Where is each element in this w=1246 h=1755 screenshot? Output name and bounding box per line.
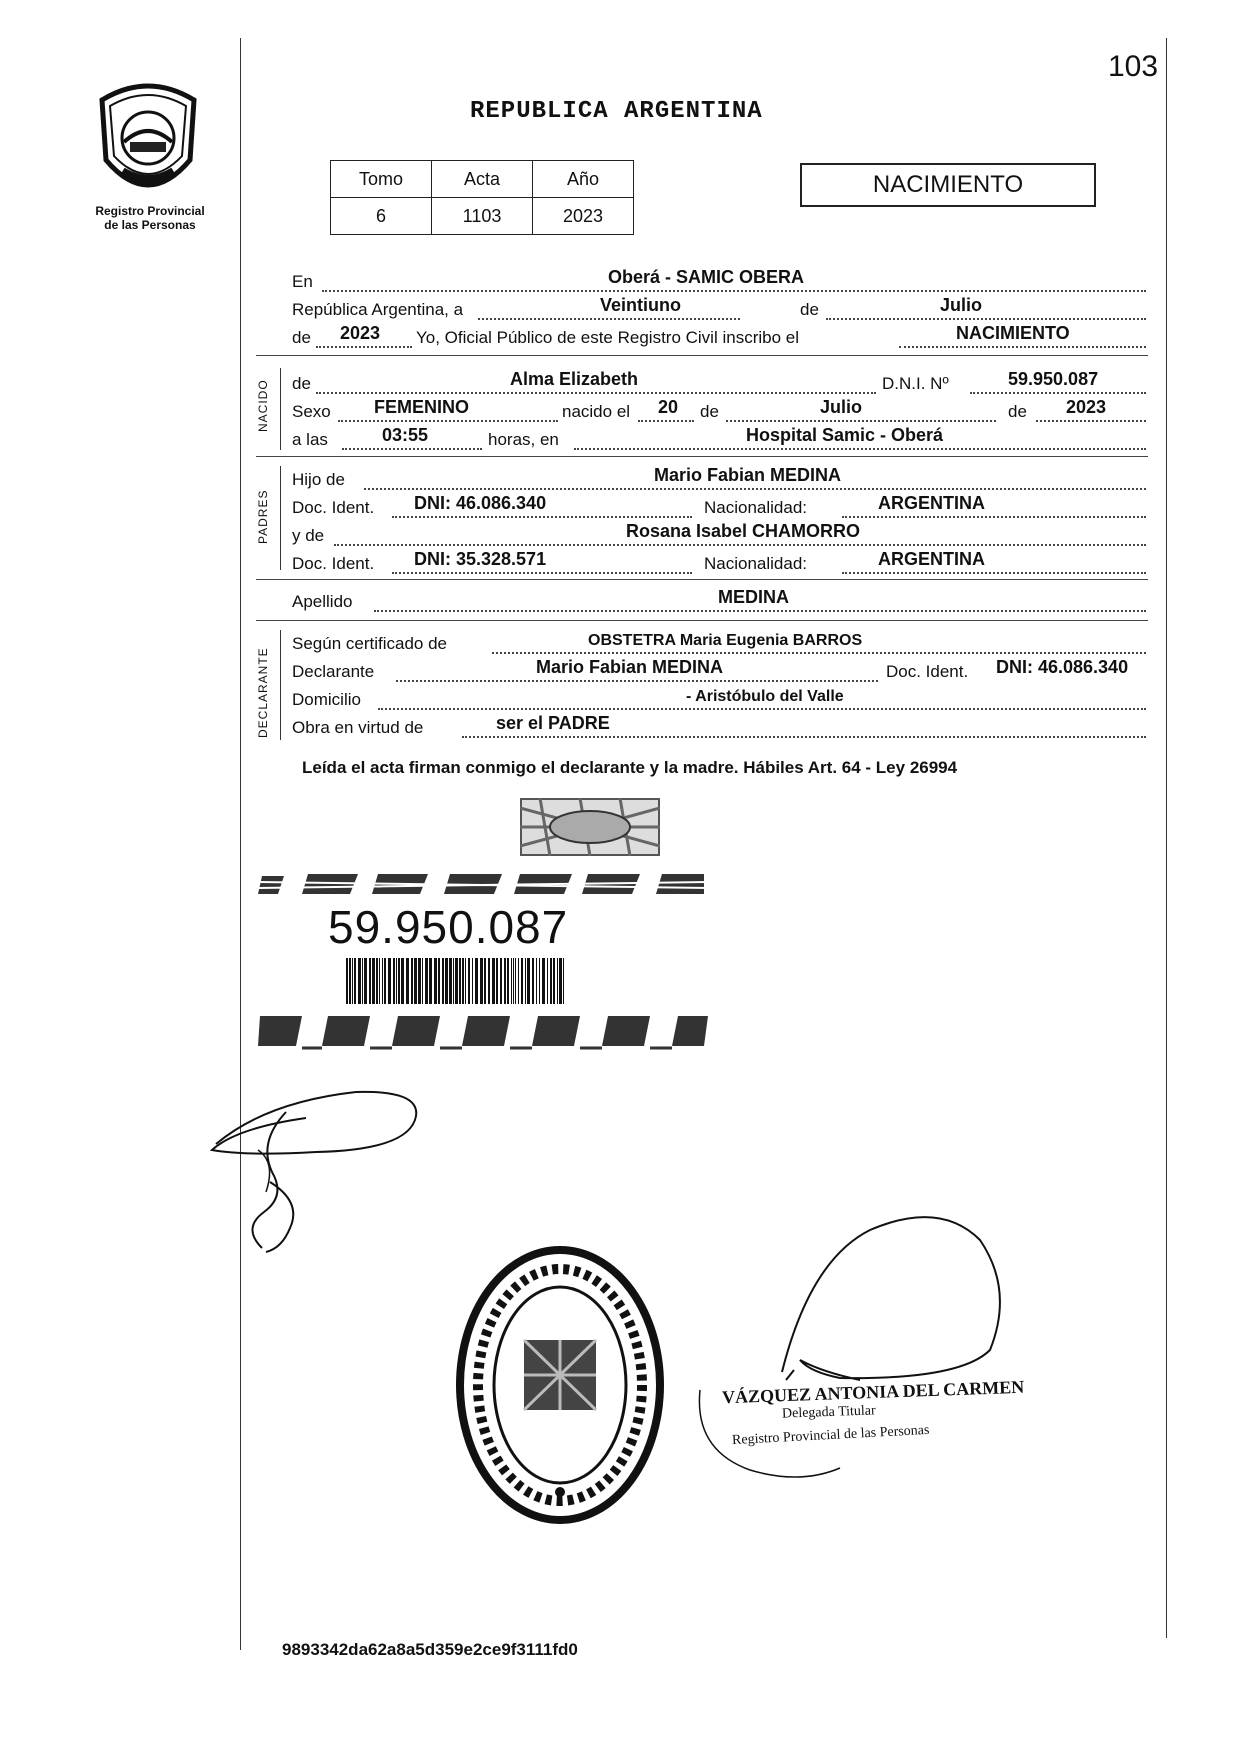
dotted-line [826, 318, 1146, 320]
dotted-line [316, 392, 876, 394]
barcode-bar [425, 958, 428, 1004]
a-las-label: a las [292, 430, 328, 449]
dotted-line [322, 290, 1146, 292]
barcode-bar [369, 958, 371, 1004]
barcode-bar [563, 958, 564, 1004]
dotted-line [842, 572, 1146, 574]
record-type-box: NACIMIENTO [800, 163, 1096, 207]
barcode-bar [414, 958, 417, 1004]
page-number: 103 [1108, 50, 1159, 83]
padres-side-label: PADRES [256, 489, 270, 544]
padre-value: Mario Fabian MEDINA [654, 465, 842, 485]
barcode-bar [411, 958, 413, 1004]
barcode-bar [459, 958, 461, 1004]
register-table [330, 160, 634, 235]
yo-text: Yo, Oficial Público de este Registro Civil inscribo el [416, 328, 799, 347]
certificado-label: Según certificado de [292, 634, 447, 653]
dotted-line [378, 708, 1146, 710]
security-pattern-strip-bottom [258, 1012, 708, 1052]
barcode-bar [376, 958, 378, 1004]
declarante-side-label: DECLARANTE [256, 647, 270, 738]
padres-bracket [280, 466, 281, 570]
de-label: de [1008, 402, 1027, 421]
left-margin-line [240, 38, 241, 1650]
barcode-bar [480, 958, 483, 1004]
dotted-line [364, 488, 1146, 490]
barcode-bar [513, 958, 514, 1004]
barcode-bar [559, 958, 562, 1004]
caption-line1: Registro Provincial [95, 204, 205, 218]
dotted-line [392, 572, 692, 574]
document-title: REPUBLICA ARGENTINA [470, 98, 763, 125]
obra-label: Obra en virtud de [292, 718, 424, 737]
barcode-bar [384, 958, 386, 1004]
declarante-value: Mario Fabian MEDINA [536, 657, 724, 677]
obra-value: ser el PADRE [496, 713, 610, 733]
registro-caption [80, 204, 220, 232]
barcode-bar [507, 958, 509, 1004]
barcode-bar [542, 958, 545, 1004]
declarante-label: Declarante [292, 662, 375, 681]
lugar-value: Hospital Samic - Oberá [746, 425, 944, 445]
barcode-bar [438, 958, 440, 1004]
barcode-bar [418, 958, 421, 1004]
dni-label: D.N.I. Nº [882, 374, 949, 393]
barcode-bar [550, 958, 552, 1004]
signatory-role: Delegada Titular [781, 1403, 876, 1422]
sexo-label: Sexo [292, 402, 331, 421]
dotted-line [899, 346, 1146, 348]
nac-mes-value: Julio [820, 397, 863, 417]
barcode-bar [468, 958, 470, 1004]
caption-line2: de las Personas [104, 218, 196, 232]
section-divider [256, 355, 1148, 356]
barcode-bar [500, 958, 502, 1004]
declarante-doc-label: Doc. Ident. [886, 662, 969, 681]
security-seal-icon [520, 798, 660, 856]
domicilio-label: Domicilio [292, 690, 361, 709]
horas-en-label: horas, en [488, 430, 559, 449]
acta-header: Acta [432, 161, 533, 198]
barcode-bar [472, 958, 473, 1004]
dotted-line [638, 420, 694, 422]
dotted-line [392, 516, 692, 518]
row-obra [292, 712, 1146, 744]
barcode-icon [346, 958, 570, 1004]
barcode-bar [518, 958, 519, 1004]
dotted-line [1036, 420, 1146, 422]
barcode-bar [406, 958, 409, 1004]
y-de-label: y de [292, 526, 325, 545]
nacido-bracket [280, 368, 281, 450]
dotted-line [316, 346, 412, 348]
inscribo-value: NACIMIENTO [956, 323, 1070, 343]
dotted-line [492, 652, 1146, 654]
barcode-bar [354, 958, 356, 1004]
nacionalidad-label: Nacionalidad: [704, 498, 808, 517]
barcode-bar [536, 958, 537, 1004]
barcode-bar [496, 958, 498, 1004]
en-label: En [292, 272, 313, 291]
barcode-bar [429, 958, 432, 1004]
barcode-bar [547, 958, 548, 1004]
section-divider [256, 456, 1148, 457]
anio-value: 2023 [533, 198, 634, 235]
doc-ident-label: Doc. Ident. [292, 554, 375, 573]
barcode-bar [484, 958, 486, 1004]
nombre-value: Alma Elizabeth [510, 369, 639, 389]
barcode-bar [388, 958, 391, 1004]
nac-anio-value: 2023 [1066, 397, 1107, 417]
barcode-bar [398, 958, 400, 1004]
dotted-line [396, 680, 878, 682]
dotted-line [842, 516, 1146, 518]
madre-doc-value: DNI: 35.328.571 [414, 549, 547, 569]
barcode-bar [521, 958, 523, 1004]
doc-ident-label: Doc. Ident. [292, 498, 375, 517]
dotted-line [574, 448, 1146, 450]
barcode-bar [492, 958, 495, 1004]
madre-value: Rosana Isabel CHAMORRO [626, 521, 861, 541]
barcode-bar [352, 958, 353, 1004]
row-year [292, 322, 1146, 354]
declarante-signature [206, 1072, 436, 1262]
signatory-org: Registro Provincial de las Personas [731, 1422, 930, 1449]
padre-nac-value: ARGENTINA [878, 493, 985, 513]
hijo-label: Hijo de [292, 470, 345, 489]
nacido-label: nacido el [562, 402, 631, 421]
barcode-bar [346, 958, 348, 1004]
day-words: Veintiuno [600, 295, 681, 315]
barcode-bar [532, 958, 534, 1004]
barcode-bar [557, 958, 558, 1004]
id-number-large: 59.950.087 [328, 901, 569, 953]
barcode-bar [393, 958, 395, 1004]
barcode-bar [465, 958, 466, 1004]
dotted-line [970, 392, 1146, 394]
anio-header: Año [533, 161, 634, 198]
dotted-line [478, 318, 740, 320]
signatory-name: VÁZQUEZ ANTONIA DEL CARMEN [721, 1376, 1025, 1408]
de-label: de [700, 402, 719, 421]
barcode-bar [504, 958, 506, 1004]
declarante-bracket [280, 630, 281, 740]
official-stamp [450, 1240, 670, 1530]
dotted-line [726, 420, 996, 422]
barcode-bar [527, 958, 530, 1004]
barcode-bar [453, 958, 454, 1004]
barcode-bar [511, 958, 512, 1004]
barcode-bar [442, 958, 444, 1004]
barcode-bar [382, 958, 383, 1004]
nacionalidad-label: Nacionalidad: [704, 554, 808, 573]
barcode-bar [449, 958, 452, 1004]
dotted-line [462, 736, 1146, 738]
barcode-bar [539, 958, 540, 1004]
sexo-value: FEMENINO [374, 397, 470, 417]
nacido-side-label: NACIDO [256, 379, 270, 432]
barcode-bar [445, 958, 448, 1004]
barcode-bar [422, 958, 423, 1004]
barcode-bar [488, 958, 490, 1004]
right-margin-line [1166, 38, 1167, 1638]
year-value: 2023 [340, 323, 381, 343]
dotted-line [338, 420, 558, 422]
barcode-bar [525, 958, 526, 1004]
legal-text: Leída el acta firman conmigo el declarante y la madre. Hábiles Art. 64 - Ley 26994 [302, 758, 958, 777]
declarante-doc-value: DNI: 46.086.340 [996, 657, 1129, 677]
certificado-value: OBSTETRA Maria Eugenia BARROS [588, 632, 863, 649]
barcode-bar [358, 958, 361, 1004]
month-value: Julio [940, 295, 983, 315]
de-label: de [292, 374, 311, 393]
apellido-value: MEDINA [718, 587, 789, 607]
dotted-line [334, 544, 1146, 546]
province-seal-logo [92, 80, 204, 200]
dotted-line [374, 610, 1146, 612]
barcode-bar [515, 958, 516, 1004]
acta-value: 1103 [432, 198, 533, 235]
de-label: de [292, 328, 311, 347]
barcode-bar [362, 958, 363, 1004]
security-pattern-strip-top [258, 868, 708, 898]
barcode-bar [396, 958, 397, 1004]
barcode-bar [401, 958, 404, 1004]
row-madre-doc [292, 548, 1146, 580]
madre-nac-value: ARGENTINA [878, 549, 985, 569]
tomo-header: Tomo [331, 161, 432, 198]
section-divider [256, 579, 1148, 580]
section-divider [256, 620, 1148, 621]
barcode-bar [372, 958, 375, 1004]
barcode-bar [434, 958, 437, 1004]
row-apellido [292, 586, 1146, 618]
nac-dia-value: 20 [658, 397, 679, 417]
row-hora [292, 424, 1146, 456]
barcode-bar [364, 958, 367, 1004]
de-label: de [800, 300, 819, 319]
barcode-bar [379, 958, 380, 1004]
dni-value: 59.950.087 [1008, 369, 1099, 389]
domicilio-value: - Aristóbulo del Valle [686, 688, 844, 705]
apellido-label: Apellido [292, 592, 353, 611]
barcode-bar [475, 958, 478, 1004]
en-value: Oberá - SAMIC OBERA [608, 267, 805, 287]
barcode-bar [349, 958, 351, 1004]
republica-label: República Argentina, a [292, 300, 464, 319]
hora-value: 03:55 [382, 425, 429, 445]
barcode-bar [553, 958, 555, 1004]
barcode-bar [462, 958, 464, 1004]
tomo-value: 6 [331, 198, 432, 235]
document-hash: 9893342da62a8a5d359e2ce9f3111fd0 [282, 1640, 578, 1659]
padre-doc-value: DNI: 46.086.340 [414, 493, 547, 513]
barcode-bar [455, 958, 458, 1004]
dotted-line [342, 448, 482, 450]
